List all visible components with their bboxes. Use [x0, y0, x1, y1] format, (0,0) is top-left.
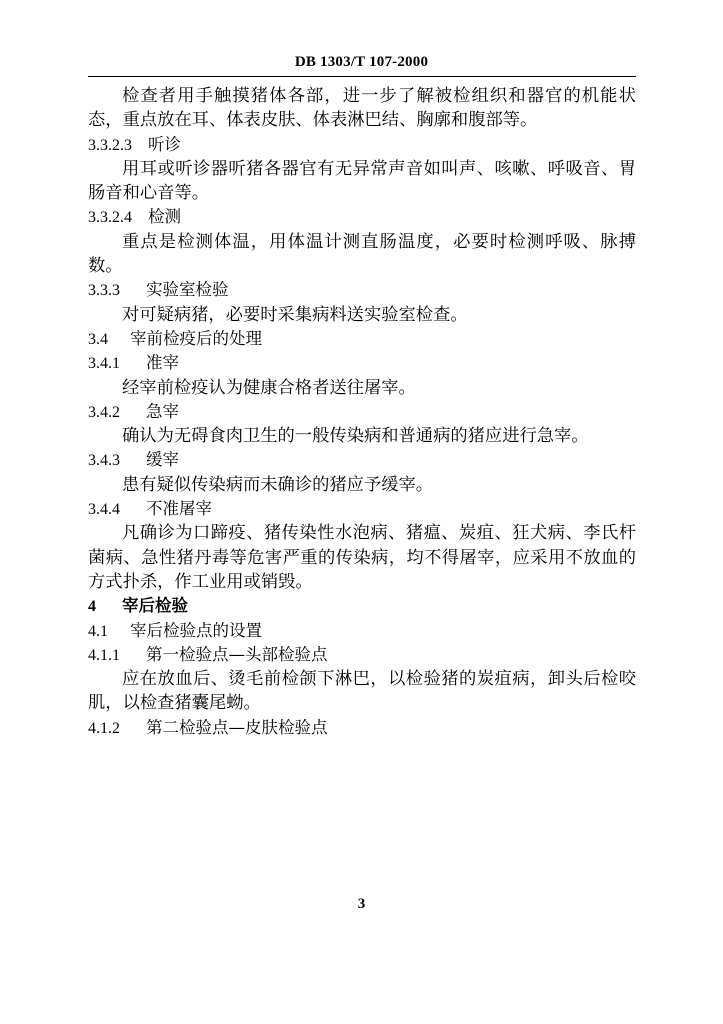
- section-title: 第二检验点—皮肤检验点: [146, 717, 328, 737]
- section-title: 检测: [148, 207, 181, 227]
- section-title: 第一检验点—头部检验点: [146, 644, 328, 664]
- page-number: 3: [357, 896, 366, 912]
- section-title: 不准屠宰: [146, 499, 212, 519]
- heading-4-1-2: [88, 716, 636, 740]
- section-title: 宰前检疫后的处理: [130, 328, 262, 348]
- section-number: 4.1.1: [88, 646, 120, 664]
- section-title: 准宰: [146, 353, 179, 373]
- heading-3-3-2-3: [88, 133, 636, 157]
- section-number: 3.3.2.4: [88, 209, 132, 227]
- section-number: 4.1: [88, 622, 108, 640]
- standard-code-header: DB 1303/T 107-2000: [294, 54, 429, 70]
- paragraph-auscultation: 用耳或听诊器听猪各器官有无异常声音如叫声、咳嗽、呼吸音、胃肠音和心音等。: [88, 158, 636, 204]
- paragraph-lab: 对可疑病猪，必要时采集病料送实验室检查。: [122, 304, 468, 325]
- header-divider: [88, 76, 636, 77]
- section-number: 4: [88, 598, 96, 616]
- section-title: 宰后检验点的设置: [130, 620, 262, 640]
- paragraph-prohibit: 凡确诊为口蹄疫、猪传染性水泡病、猪瘟、炭疽、狂犬病、李氏杆菌病、急性猪丹毒等危害严重的传染病，均不得屠宰，应采用不放血的方式扑杀，作工业用或销毁。: [88, 523, 636, 592]
- section-number: 3.4.3: [88, 452, 120, 470]
- heading-3-4-4: [88, 497, 636, 521]
- heading-3-4: [88, 327, 636, 351]
- document-body: [88, 84, 636, 740]
- heading-4: [88, 594, 636, 618]
- section-number: 4.1.2: [88, 719, 120, 737]
- heading-3-3-3: [88, 278, 636, 302]
- section-number: 3.4.2: [88, 403, 120, 421]
- paragraph-palpation: 检查者用手触摸猪体各部，进一步了解被检组织和器官的机能状态，重点放在耳、体表皮肤、体表淋巴结、胸廓和腹部等。: [88, 86, 636, 131]
- heading-3-4-1: [88, 351, 636, 375]
- heading-3-4-3: [88, 448, 636, 472]
- paragraph-measurement: 重点是检测体温，用体温计测直肠温度，必要时检测呼吸、脉搏数。: [88, 231, 636, 277]
- heading-3-4-2: [88, 400, 636, 424]
- section-number: 3.4.1: [88, 355, 120, 373]
- heading-4-1: [88, 619, 636, 643]
- section-number: 3.4.4: [88, 501, 120, 519]
- section-title: 实验室检验: [146, 280, 229, 300]
- section-title: 急宰: [146, 401, 179, 421]
- section-number: 3.3.2.3: [88, 136, 132, 154]
- paragraph-delay: 患有疑似传染病而未确诊的猪应予缓宰。: [122, 474, 434, 495]
- paragraph-permit: 经宰前检疫认为健康合格者送往屠宰。: [122, 377, 416, 398]
- heading-4-1-1: [88, 643, 636, 667]
- paragraph-head-check: 应在放血后、烫毛前检颌下淋巴，以检验猪的炭疽病，卸头后检咬肌，以检查猪囊尾蚴。: [88, 669, 636, 714]
- section-title: 缓宰: [146, 450, 179, 470]
- section-number: 3.3.3: [88, 282, 120, 300]
- section-number: 3.4: [88, 330, 108, 348]
- section-title: 听诊: [148, 134, 181, 154]
- paragraph-emergency: 确认为无碍食肉卫生的一般传染病和普通病的猪应进行急宰。: [122, 426, 589, 447]
- heading-3-3-2-4: [88, 205, 636, 229]
- section-title: 宰后检验: [122, 596, 188, 616]
